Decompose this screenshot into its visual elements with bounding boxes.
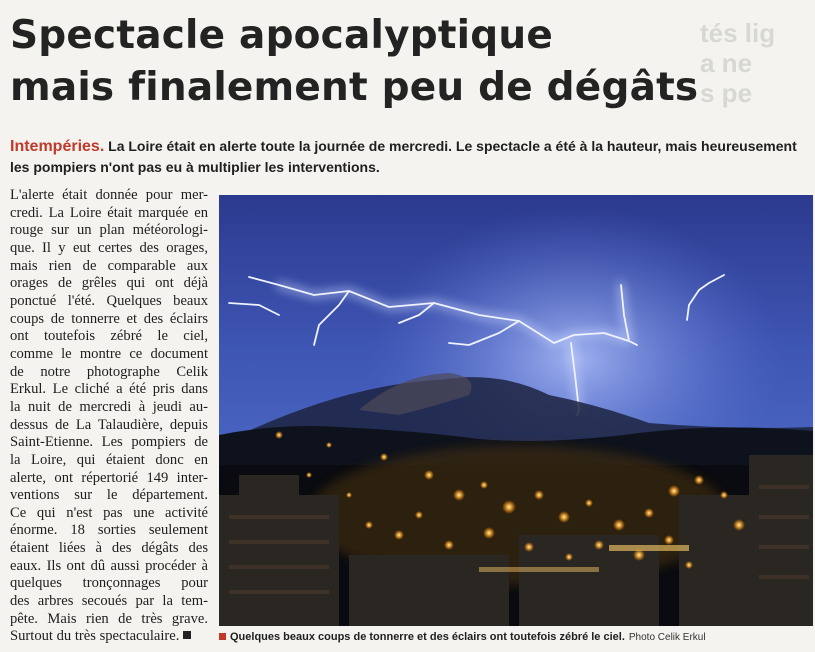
body-line: quelques tronçonnages pour	[10, 575, 208, 592]
standfirst-line: La Loire était en alerte toute la journée de mercredi. Le spectacle a été à la hauteur, mais heureusement	[108, 138, 797, 154]
body-line: la nuit de mercredi à jeudi au-	[10, 398, 208, 415]
body-line: coups de tonnerre et des éclairs	[10, 310, 208, 327]
body-line: alerte, ont répertorié 149 inter-	[10, 469, 208, 486]
photo-caption	[219, 630, 813, 645]
show-through-line: s pe	[700, 78, 753, 108]
body-line: Ce qui n'est pas une activité	[10, 504, 208, 521]
body-line: de notre photographe Celik	[10, 363, 208, 380]
body-line: ventions sur le département.	[10, 487, 208, 504]
caption-text: Quelques beaux coups de tonnerre et des éclairs ont toutefois zébré le ciel.	[230, 631, 625, 643]
body-line: étaient liées à des dégâts des	[10, 540, 208, 557]
standfirst	[10, 136, 812, 178]
body-line: ont toutefois zébré le ciel,	[10, 328, 208, 345]
body-line: L'alerte était donnée pour mer-	[10, 187, 208, 203]
body-line: Saint-Etienne. Les pompiers de	[10, 434, 208, 451]
show-through-line: tés lig	[700, 18, 776, 48]
lightning-photo	[219, 195, 813, 626]
show-through-line: a ne	[700, 48, 753, 78]
standfirst-line: les pompiers n'ont pas eu à multiplier les interventions.	[10, 159, 380, 175]
headline-line: mais finalement peu de dégâts	[10, 65, 699, 110]
body-line: des arbres secoués par la tem-	[10, 593, 208, 610]
caption-marker	[219, 633, 226, 640]
body-line: la Loire, qui étaient donc en	[10, 451, 208, 468]
article-body	[10, 187, 208, 646]
body-line: eaux. Ils ont dû aussi procéder à	[10, 557, 208, 574]
headline	[10, 10, 810, 114]
body-line: énorme. 18 sorties seulement	[10, 522, 208, 539]
body-line: Surtout du très spectaculaire.	[10, 628, 208, 646]
end-of-article-mark	[183, 631, 191, 639]
body-line: pête. Mais rien de très grave.	[10, 610, 208, 627]
kicker: Intempéries.	[10, 138, 105, 155]
body-line: comme le montre ce document	[10, 345, 208, 362]
headline-line: Spectacle apocalyptique	[10, 13, 553, 58]
photo-credit: Photo Celik Erkul	[628, 632, 706, 643]
body-line: Erkul. Le cliché a été pris dans	[10, 381, 208, 398]
body-line: credi. La Loire était marquée en	[10, 204, 208, 221]
photo-illustration	[219, 195, 813, 626]
body-line: rouge sur un plan météorologi-	[10, 222, 208, 239]
body-line: orages de grêles qui ont déjà	[10, 275, 208, 292]
body-line: que. Il y eut certes des orages,	[10, 239, 208, 256]
body-line: ponctué l'été. Quelques beaux	[10, 292, 208, 309]
body-line: dessus de La Talaudière, depuis	[10, 416, 208, 433]
body-line: mais rien de comparable aux	[10, 257, 208, 274]
